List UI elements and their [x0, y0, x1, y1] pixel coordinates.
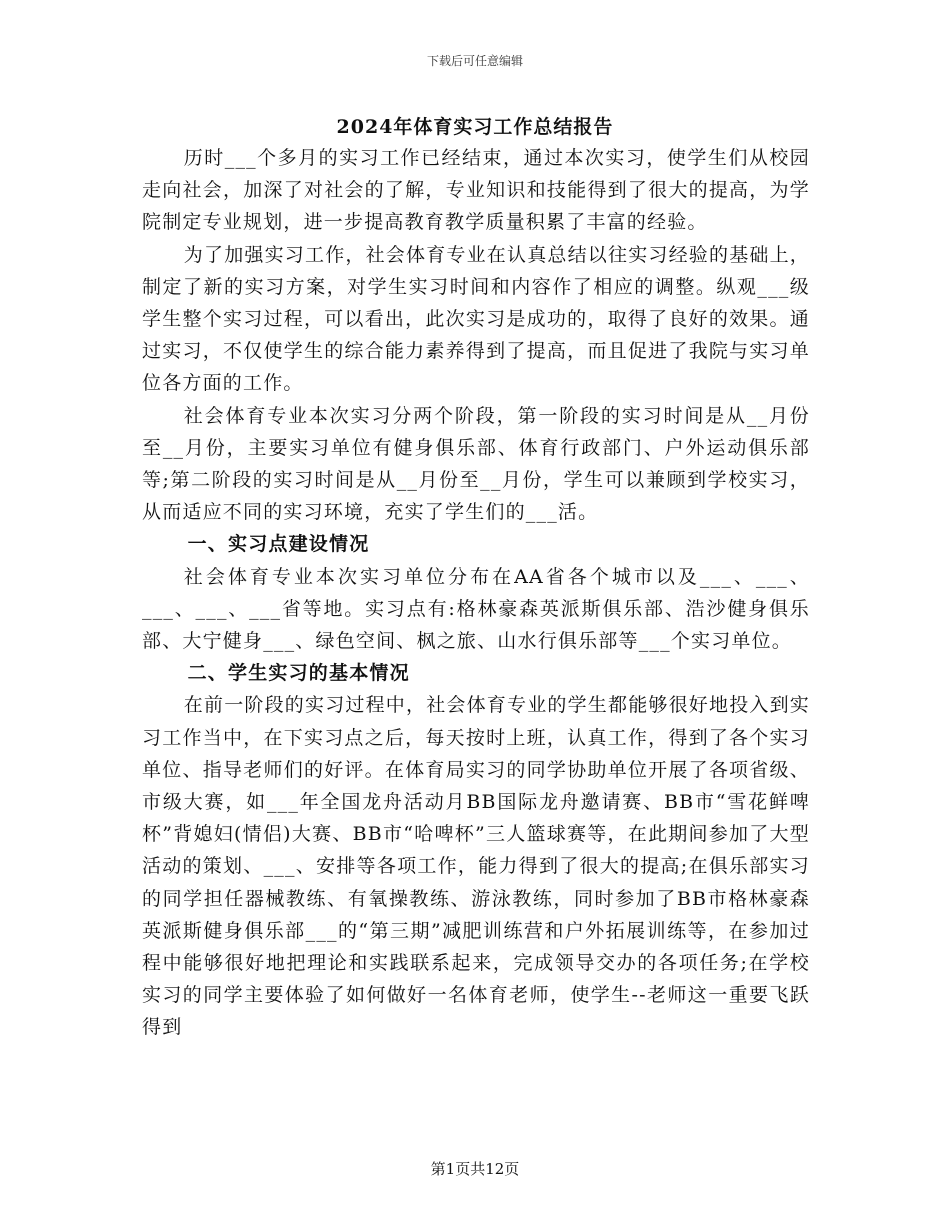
- document-body: [142, 142, 810, 1044]
- header-note: 下载后可任意编辑: [426, 54, 523, 68]
- page-number: 第1页共12页: [430, 1160, 520, 1178]
- document-title: 2024年体育实习工作总结报告: [336, 116, 614, 138]
- paragraph-1: 历时___个多月的实习工作已经结束，通过本次实习，使学生们从校园走向社会，加深了对社会的了解，专业知识和技能得到了很大的提高，为学院制定专业规划，进一步提高教育教学质量积累了丰富的经验。: [142, 147, 810, 234]
- section-heading-1: 一、实习点建设情况: [187, 533, 370, 556]
- section-heading-2: 二、学生实习的基本情况: [187, 662, 410, 685]
- paragraph-2: 为了加强实习工作，社会体育专业在认真总结以往实习经验的基础上，制定了新的实习方案，对学生实习时间和内容作了相应的调整。纵观___级学生整个实习过程，可以看出，此次实习是成功的，取得了良好的效果。通过实习，不仅使学生的综合能力素养得到了提高，而且促进了我院与实习单位各方面的工作。: [142, 243, 810, 395]
- paragraph-3: 社会体育专业本次实习分两个阶段，第一阶段的实习时间是从__月份至__月份，主要实习单位有健身俱乐部、体育行政部门、户外运动俱乐部等;第二阶段的实习时间是从__月份至__月份，学生可以兼顾到学校实习，从而适应不同的实习环境，充实了学生们的___活。: [142, 404, 810, 524]
- section-1-paragraph: 社会体育专业本次实习单位分布在AA省各个城市以及___、___、___、___、___省等地。实习点有:格林豪森英派斯俱乐部、浩沙健身俱乐部、大宁健身___、绿色空间、枫之旅、山水行俱乐部等___个实习单位。: [142, 565, 810, 653]
- section-2-paragraph: 在前一阶段的实习过程中，社会体育专业的学生都能够很好地投入到实习工作当中，在下实习点之后，每天按时上班，认真工作，得到了各个实习单位、指导老师们的好评。在体育局实习的同学协助单位开展了各项省级、市级大赛，如___年全国龙舟活动月BB国际龙舟邀请赛、BB市“雪花鲜啤杯”背媳妇(情侣)大赛、BB市“哈啤杯”三人篮球赛等，在此期间参加了大型活动的策划、___、安排等各项工作，能力得到了很大的提高;在俱乐部实习的同学担任器械教练、有氧操教练、游泳教练，同时参加了BB市格林豪森英派斯健身俱乐部___的“第三期”减肥训练营和户外拓展训练等，在参加过程中能够很好地把理论和实践联系起来，完成领导交办的各项任务;在学校实习的同学主要体验了如何做好一名体育老师，使学生--老师这一重要飞跃得到: [142, 694, 810, 1039]
